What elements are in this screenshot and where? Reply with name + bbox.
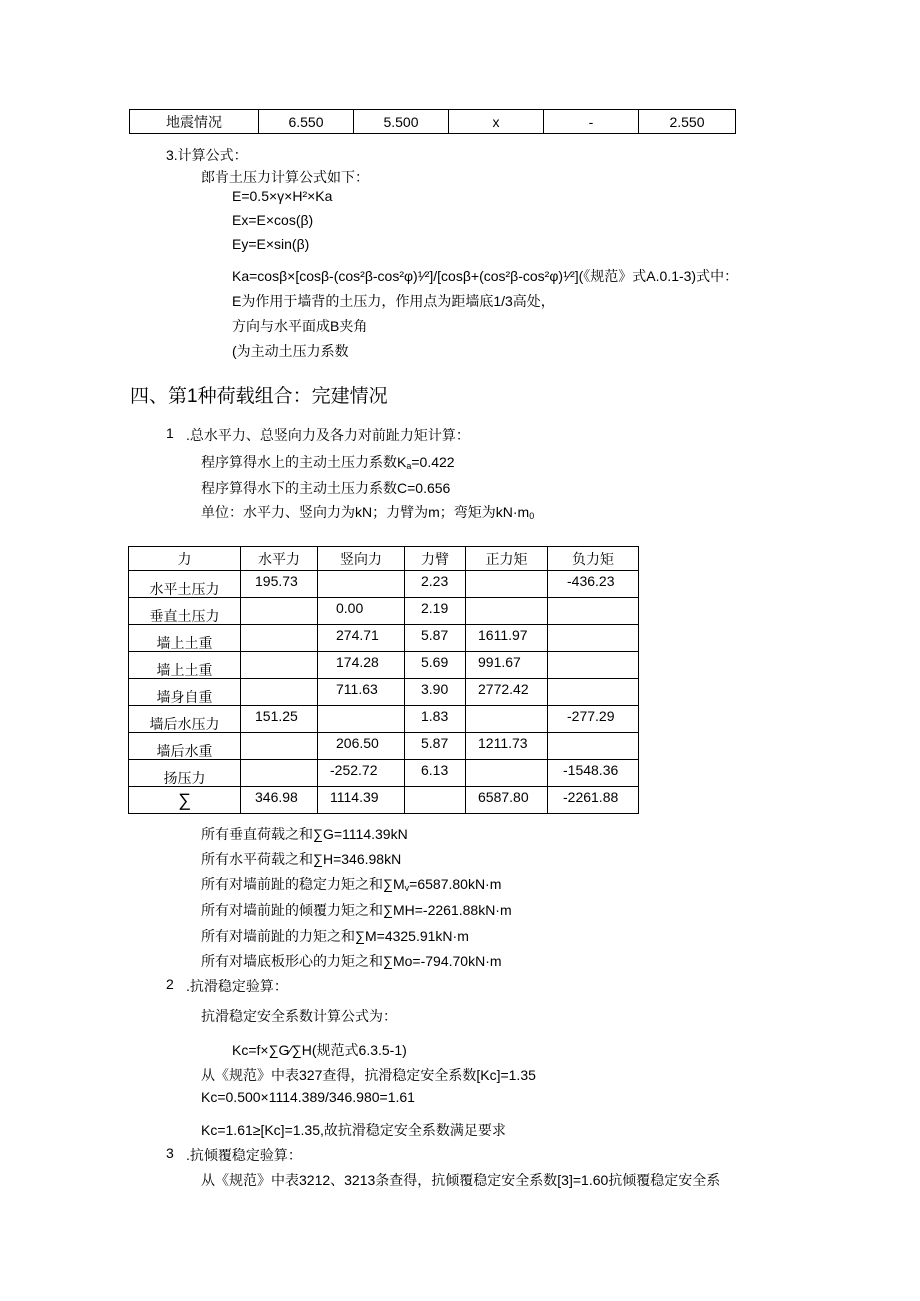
horizontal-force: 195.73	[241, 571, 318, 598]
positive-moment: 1611.97	[466, 625, 548, 652]
table-cell: 6.550	[259, 110, 354, 134]
column-header: 负力矩	[548, 547, 639, 571]
table-header-row	[129, 547, 639, 571]
sum-horizontal: 所有水平荷载之和∑H=346.98kN	[201, 851, 402, 867]
column-header: 力臂	[405, 547, 466, 571]
item1-number: 1	[166, 425, 174, 441]
force-name: 水平土压力	[129, 571, 241, 598]
negative-moment: -2261.88	[548, 787, 639, 814]
item3-title: .抗倾覆稳定验算：	[186, 1147, 302, 1163]
lever-arm: 5.69	[405, 652, 466, 679]
formula-ex: Ex=E×cos(β)	[232, 212, 314, 228]
table-row	[129, 625, 639, 652]
vertical-force: 274.71	[318, 625, 405, 652]
formula-e: E=0.5×γ×H²×Ka	[232, 188, 333, 204]
lever-arm: 2.23	[405, 571, 466, 598]
negative-moment: -277.29	[548, 706, 639, 733]
overturning-allowable: 从《规范》中表3212、3213条查得，抗倾覆稳定安全系数[3]=1.60抗倾覆稳定安全系	[201, 1172, 721, 1188]
earthquake-row-table	[129, 109, 736, 134]
table-cell: 2.550	[639, 110, 736, 134]
force-name: 墙上土重	[129, 652, 241, 679]
ka-subscript: a	[406, 461, 412, 471]
load-table	[128, 546, 639, 814]
negative-moment: -436.23	[548, 571, 639, 598]
force-name: 垂直土压力	[129, 598, 241, 625]
formula-ka: Ka=cosβ×[cosβ-(cos²β-cos²φ)¹⁄²]/[cosβ+(cos²β-cos²φ)¹⁄²](《规范》式A.0.1-3)式中：	[232, 268, 739, 284]
negative-moment	[548, 625, 639, 652]
item3-number: 3	[166, 1145, 174, 1161]
negative-moment	[548, 679, 639, 706]
positive-moment	[466, 571, 548, 598]
table-cell: 地震情况	[130, 110, 259, 134]
lever-arm: 5.87	[405, 733, 466, 760]
vertical-force: 174.28	[318, 652, 405, 679]
note-direction: 方向与水平面成B夹角	[232, 318, 368, 334]
positive-moment: 1211.73	[466, 733, 548, 760]
note-e: E为作用于墙背的土压力，作用点为距墙底1/3高处，	[232, 293, 555, 309]
negative-moment	[548, 652, 639, 679]
sliding-formula: Kc=f×∑G⁄∑H(规范式6.3.5-1)	[232, 1042, 407, 1058]
c-line: 程序算得水下的主动土压力系数C=0.656	[201, 480, 451, 496]
vertical-force: -252.72	[318, 760, 405, 787]
horizontal-force	[241, 679, 318, 706]
lever-arm: 6.13	[405, 760, 466, 787]
section3-intro: 郎肯土压力计算公式如下：	[201, 169, 369, 185]
sum-moment: 所有对墙前趾的力矩之和∑M=4325.91kN·m	[201, 928, 469, 944]
lever-arm: 3.90	[405, 679, 466, 706]
vertical-force	[318, 571, 405, 598]
positive-moment: 2772.42	[466, 679, 548, 706]
table-cell: x	[449, 110, 544, 134]
units-line	[201, 502, 534, 522]
table-row	[130, 110, 736, 134]
negative-moment: -1548.36	[548, 760, 639, 787]
item2-title: .抗滑稳定验算：	[186, 978, 288, 994]
table-row	[129, 733, 639, 760]
lever-arm: 2.19	[405, 598, 466, 625]
units-text: 单位：水平力、竖向力为kN；力臂为m；弯矩为kN·m	[201, 504, 530, 520]
mv-subscript: v	[404, 883, 410, 893]
mv-label: 所有对墙前趾的稳定力矩之和∑M	[201, 876, 405, 892]
positive-moment	[466, 598, 548, 625]
lever-arm: 1.83	[405, 706, 466, 733]
force-name: 扬压力	[129, 760, 241, 787]
horizontal-force	[241, 760, 318, 787]
horizontal-force: 346.98	[241, 787, 318, 814]
sliding-allowable: 从《规范》中表327查得，抗滑稳定安全系数[Kc]=1.35	[201, 1067, 536, 1083]
item2-number: 2	[166, 976, 174, 992]
column-header: 正力矩	[466, 547, 548, 571]
units-subscript: 0	[529, 511, 535, 521]
sum-overturning-moment: 所有对墙前趾的倾覆力矩之和∑MH=-2261.88kN·m	[201, 902, 512, 918]
column-header: 水平力	[241, 547, 318, 571]
sliding-computation: Kc=0.500×1114.389/346.980=1.61	[201, 1089, 415, 1105]
table-row	[129, 679, 639, 706]
sum-centroid-moment: 所有对墙底板形心的力矩之和∑Mo=-794.70kN·m	[201, 953, 502, 969]
sum-symbol: ∑	[129, 787, 241, 814]
table-row	[129, 760, 639, 787]
vertical-force	[318, 706, 405, 733]
ka-line	[201, 452, 455, 472]
ka-label: 程序算得水上的主动土压力系数K	[201, 454, 407, 470]
sliding-formula-intro: 抗滑稳定安全系数计算公式为：	[201, 1008, 397, 1024]
horizontal-force	[241, 733, 318, 760]
negative-moment	[548, 733, 639, 760]
table-row	[129, 652, 639, 679]
force-name: 墙后水重	[129, 733, 241, 760]
column-header: 竖向力	[318, 547, 405, 571]
vertical-force: 711.63	[318, 679, 405, 706]
sliding-conclusion: Kc=1.61≥[Kc]=1.35,故抗滑稳定安全系数满足要求	[201, 1122, 506, 1138]
table-row-total	[129, 787, 639, 814]
table-row	[129, 706, 639, 733]
formula-ey: Ey=E×sin(β)	[232, 236, 310, 252]
table-cell: -	[544, 110, 639, 134]
positive-moment: 6587.80	[466, 787, 548, 814]
force-name: 墙身自重	[129, 679, 241, 706]
column-header: 力	[129, 547, 241, 571]
lever-arm: 5.87	[405, 625, 466, 652]
ka-value: =0.422	[411, 454, 455, 470]
vertical-force: 0.00	[318, 598, 405, 625]
sum-vertical: 所有垂直荷载之和∑G=1114.39kN	[201, 826, 408, 842]
positive-moment	[466, 760, 548, 787]
table-cell: 5.500	[354, 110, 449, 134]
mv-value: =6587.80kN·m	[409, 876, 502, 892]
negative-moment	[548, 598, 639, 625]
horizontal-force	[241, 598, 318, 625]
force-name: 墙上土重	[129, 625, 241, 652]
positive-moment: 991.67	[466, 652, 548, 679]
horizontal-force	[241, 625, 318, 652]
sum-stabilizing-moment	[201, 874, 501, 894]
table-row	[129, 571, 639, 598]
section3-title: 3.计算公式：	[166, 147, 248, 163]
vertical-force: 206.50	[318, 733, 405, 760]
lever-arm	[405, 787, 466, 814]
horizontal-force: 151.25	[241, 706, 318, 733]
positive-moment	[466, 706, 548, 733]
vertical-force: 1114.39	[318, 787, 405, 814]
heading-load-combination-1: 四、第1种荷载组合：完建情况	[130, 386, 388, 407]
item1-title: .总水平力、总竖向力及各力对前趾力矩计算：	[186, 427, 470, 443]
horizontal-force	[241, 652, 318, 679]
force-name: 墙后水压力	[129, 706, 241, 733]
table-row	[129, 598, 639, 625]
note-coefficient: (为主动土压力系数	[232, 343, 349, 359]
